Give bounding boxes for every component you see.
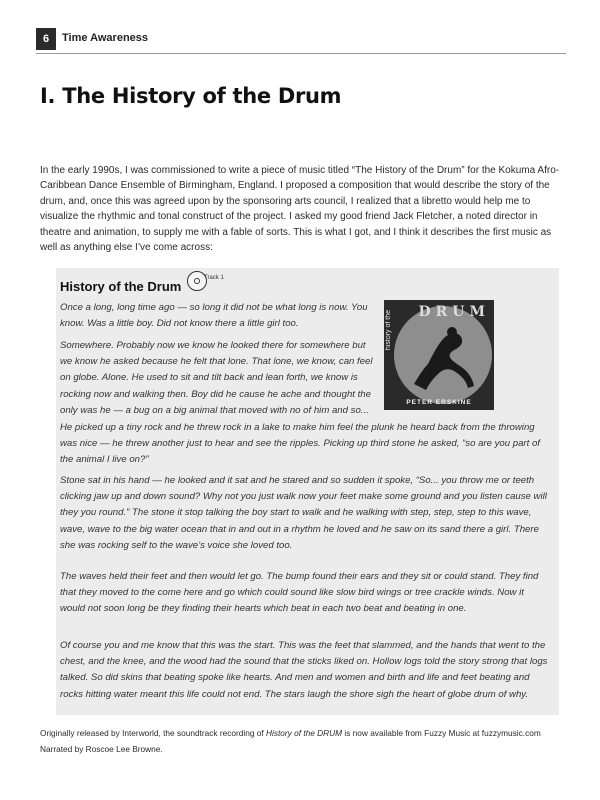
album-cover [384,300,494,410]
album-side-text: history of the [385,310,392,351]
story-paragraph: Stone sat in his hand — he looked and it sat and he stared and so sudden it spoke, “So... you throw me or teeth clicking jaw up and down sound? Why not you just walk now your feet make some ground and you listen cause will they you round.” The stone it stop talking the boy start to walk and he walking with step, step, step to this wave, wave, wave to the big water ocean that in and out in a rhythm he loved and he saw on its sand there a girl. There she was rocking self to the wave’s voice she loved too. [60,475,547,551]
story-title: History of the Drum [60,279,182,294]
footnote-album-title: History of the DRUM [265,728,343,738]
track-label: Track 1 [204,275,224,281]
album-brand: DRUM [418,304,490,320]
footnote-suffix: is now available from Fuzzy Music at fuzzymusic.com Narrated by Roscoe Lee Browne. [40,728,541,754]
chapter-title: I. The History of the Drum [40,84,342,108]
album-artist: PETER ERSKINE [406,399,472,406]
header-divider [36,53,566,54]
story-paragraph: Of course you and me know that this was the start. This was the feet that slammed, and the hands that went to the chest, and the knee, and the wood had the sound that the sticks liked on. Hollow logs told the story strong that logs talked. So did skins that beating spoke like hearts. And men and women and birth and life and feet beating and rocks hitting water meant this life could not end. The stars laugh the shore sigh the heart of globe drum of why. [60,640,548,700]
footnote [40,725,565,757]
story-paragraph: Once a long, long time ago — so long it did not be what long is now. You know. Was a little boy. Did not know there a little girl too. [60,302,368,330]
running-title: Time Awareness [62,32,149,44]
story-paragraph: Somewhere. Probably now we know he looked there for somewhere but we know he asked because he felt that lone. That lone, we know, can feel on globe. Alone. He used to sit and tilt back and lean forth, we know is rocking now and walking then. Boy did he cause he ache and thought the only was he — a bug on a big animal that moved with no of him and so... [60,340,373,416]
footnote-prefix: Originally released by Interworld, the soundtrack recording of [40,728,266,738]
story-paragraph: The waves held their feet and then would let go. The bump found their ears and they sit or could stand. They find that they moved to the come here and go which could sound like slow bird wings or tree crackle winds. Now it would not soon long be they finding their hearts which beat in each two beat and beating in one. [60,571,539,615]
story-paragraph: He picked up a tiny rock and he threw rock in a lake to make him feel the plunk he heard back from the throwing was nice — he threw another just to hear and see the ripples. Picking up third stone he asked, “so are you part of the animal I live on?” [60,422,540,466]
cd-icon [187,271,207,291]
story-box [56,268,559,715]
dancer-figure-icon [406,324,478,394]
intro-paragraph: In the early 1990s, I was commissioned to write a piece of music titled “The History of the Drum” for the Kokuma Afro-Caribbean Dance Ensemble of Birmingham, England. I proposed a composition that would describe the story of the drum, and, once this was agreed upon by the sponsoring arts council, I realized that a libretto would help me to visualize the rhythmic and tonal construct of the project. I asked my good friend Jack Fletcher, a noted director in theatre and animation, to supply me with a fable of sorts. This is what I got, and I think it describes the first music as well as anything else I’ve come across: [40,165,560,254]
page-number: 6 [36,28,56,50]
page-header [36,28,566,54]
